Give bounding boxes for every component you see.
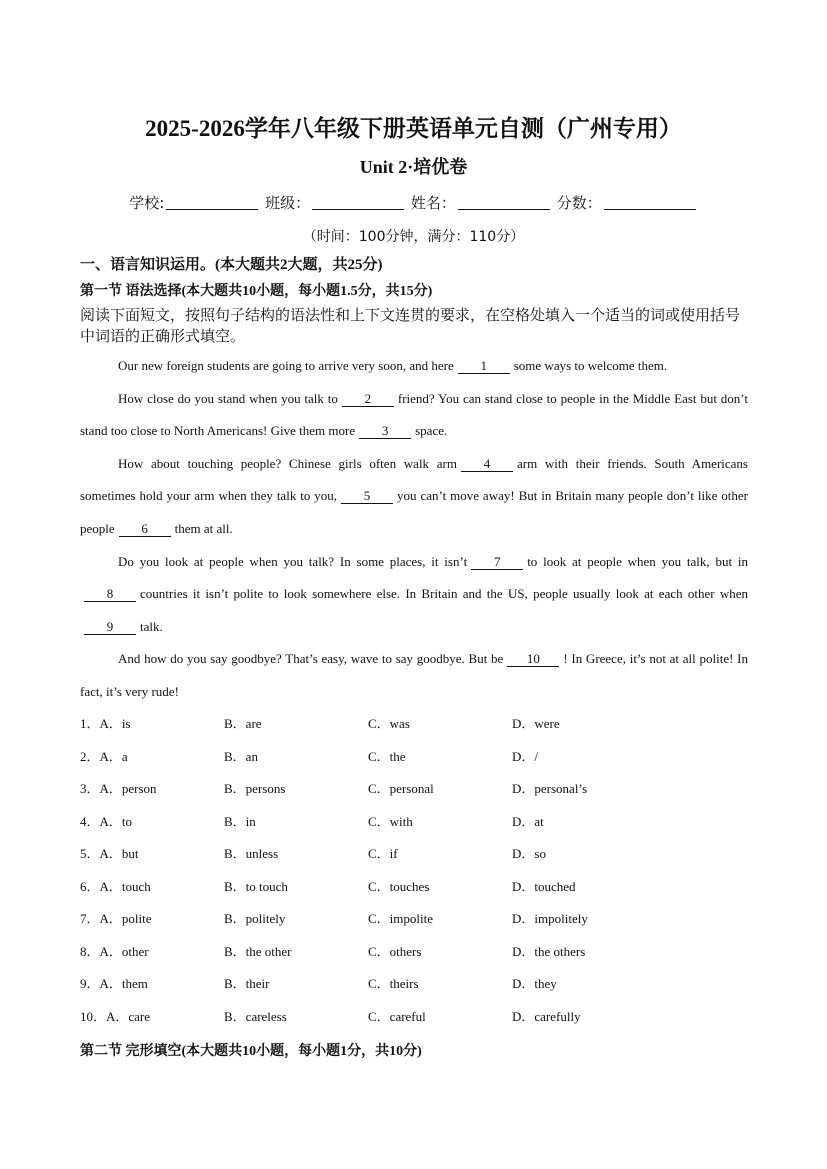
paragraph	[80, 448, 748, 546]
question-row	[80, 908, 760, 941]
option: C．careful	[368, 1008, 426, 1024]
question-row	[80, 973, 760, 1006]
option: C．touches	[368, 878, 430, 894]
option: 3．A．person	[80, 781, 157, 796]
option: B．are	[224, 716, 262, 731]
option: B．persons	[224, 781, 286, 796]
name-label: 姓名：	[410, 194, 456, 212]
option: C．with	[368, 813, 413, 829]
option: D．carefully	[512, 1008, 581, 1024]
blank-7: 7	[471, 554, 523, 570]
passage-text: How about touching people? Chinese girls often walk arm	[118, 455, 457, 471]
option: B．an	[224, 748, 258, 764]
blank-4: 4	[461, 456, 513, 472]
passage	[80, 350, 748, 709]
option: 10．A．care	[80, 1008, 151, 1024]
option: B．unless	[224, 846, 279, 861]
paragraph	[80, 546, 748, 644]
question-row	[80, 876, 760, 909]
option: 4．A．to	[80, 813, 133, 829]
option: B．their	[224, 976, 270, 991]
passage-text: Do you look at people when you talk? In some places, it isn’t	[118, 553, 468, 569]
passage-text: And how do you say goodbye? That’s easy, wave to say goodbye. But be	[118, 651, 504, 667]
option: B．politely	[224, 911, 286, 926]
option: C．if	[368, 846, 398, 861]
option: D．the others	[512, 943, 586, 959]
option: C．personal	[368, 781, 434, 796]
passage-text: arm with their friends. South Americans sometimes hold your arm when they talk to you,	[80, 455, 748, 504]
option: B．the other	[224, 943, 292, 959]
time-info: （时间：100分钟，满分：110分）	[302, 229, 525, 245]
score-label: 分数：	[556, 194, 602, 212]
section-heading: 一、语言知识运用。(本大题共2大题，共25分)	[80, 257, 383, 273]
blank-10: 10	[507, 651, 559, 667]
passage-text: to look at people when you talk, but in	[527, 553, 748, 569]
class-label: 班级：	[265, 194, 311, 212]
question-row	[80, 713, 760, 746]
passage-text: How close do you stand when you talk to	[118, 390, 338, 406]
option: D．personal’s	[512, 781, 588, 796]
passage-text: friend? You can stand close to people in the Middle East but don’t stand too close to North Americans! Give them more	[80, 390, 748, 439]
option: 5．A．but	[80, 846, 139, 861]
option: D．at	[512, 813, 544, 829]
passage-text: space.	[415, 423, 448, 439]
option: C．was	[368, 716, 410, 731]
passage-text: some ways to welcome them.	[513, 358, 668, 373]
option: C．impolite	[368, 911, 434, 926]
option: 2．A．a	[80, 748, 128, 764]
blank-1: 1	[458, 358, 510, 374]
option: D．were	[512, 716, 560, 731]
blank-6: 6	[119, 521, 171, 537]
paragraph	[80, 350, 748, 383]
option: 6．A．touch	[80, 878, 151, 894]
passage-text: talk.	[140, 618, 163, 634]
score-blank	[604, 195, 696, 210]
question-row	[80, 746, 760, 779]
class-blank	[312, 195, 404, 210]
option: D．so	[512, 846, 546, 861]
question-row	[80, 778, 760, 811]
option: C．others	[368, 943, 422, 959]
student-info-line	[0, 192, 827, 213]
option: 9．A．them	[80, 976, 148, 991]
option: D．impolitely	[512, 911, 588, 926]
option: B．careless	[224, 1008, 287, 1024]
option: C．the	[368, 748, 406, 764]
question-row	[80, 843, 760, 876]
option: C．theirs	[368, 976, 419, 991]
paragraph	[80, 383, 748, 448]
option: D．touched	[512, 878, 576, 894]
passage-text: you can’t move away! But in Britain many people don’t like other people	[80, 488, 748, 536]
part1-heading: 第一节 语法选择(本大题共10小题，每小题1.5分，共15分)	[80, 284, 433, 299]
blank-8: 8	[84, 586, 136, 602]
option: D．they	[512, 976, 557, 991]
question-row	[80, 811, 760, 844]
option: B．in	[224, 813, 256, 829]
exam-subtitle: Unit 2·培优卷	[359, 157, 468, 177]
question-row	[80, 941, 760, 974]
blank-2: 2	[342, 391, 394, 407]
name-blank	[458, 195, 550, 210]
option: D．/	[512, 748, 539, 764]
passage-text: countries it isn’t polite to look somewhere else. In Britain and the US, people usually look at each other when	[140, 586, 748, 602]
school-label: 学校:	[129, 194, 165, 212]
exam-title: 2025-2026学年八年级下册英语单元自测（广州专用）	[145, 116, 682, 141]
passage-text: them at all.	[174, 520, 233, 536]
school-blank	[166, 195, 258, 210]
option: 1．A．is	[80, 716, 131, 731]
question-row	[80, 1006, 760, 1039]
part2-heading: 第二节 完形填空(本大题共10小题，每小题1分，共10分)	[80, 1044, 422, 1059]
blank-3: 3	[359, 423, 411, 439]
passage-text: ! In Greece, it’s not at all polite! In fact, it’s very rude!	[80, 651, 748, 699]
passage-text: Our new foreign students are going to arrive very soon, and here	[118, 358, 454, 373]
blank-5: 5	[341, 488, 393, 504]
blank-9: 9	[84, 619, 136, 635]
option: B．to touch	[224, 878, 288, 894]
option: 7．A．polite	[80, 911, 152, 926]
paragraph	[80, 643, 748, 708]
instruction: 阅读下面短文，按照句子结构的语法性和上下文连贯的要求，在空格处填入一个适当的词或使用括号中词语的正确形式填空。	[80, 306, 741, 345]
option: 8．A．other	[80, 943, 149, 959]
options-list	[80, 713, 760, 1038]
